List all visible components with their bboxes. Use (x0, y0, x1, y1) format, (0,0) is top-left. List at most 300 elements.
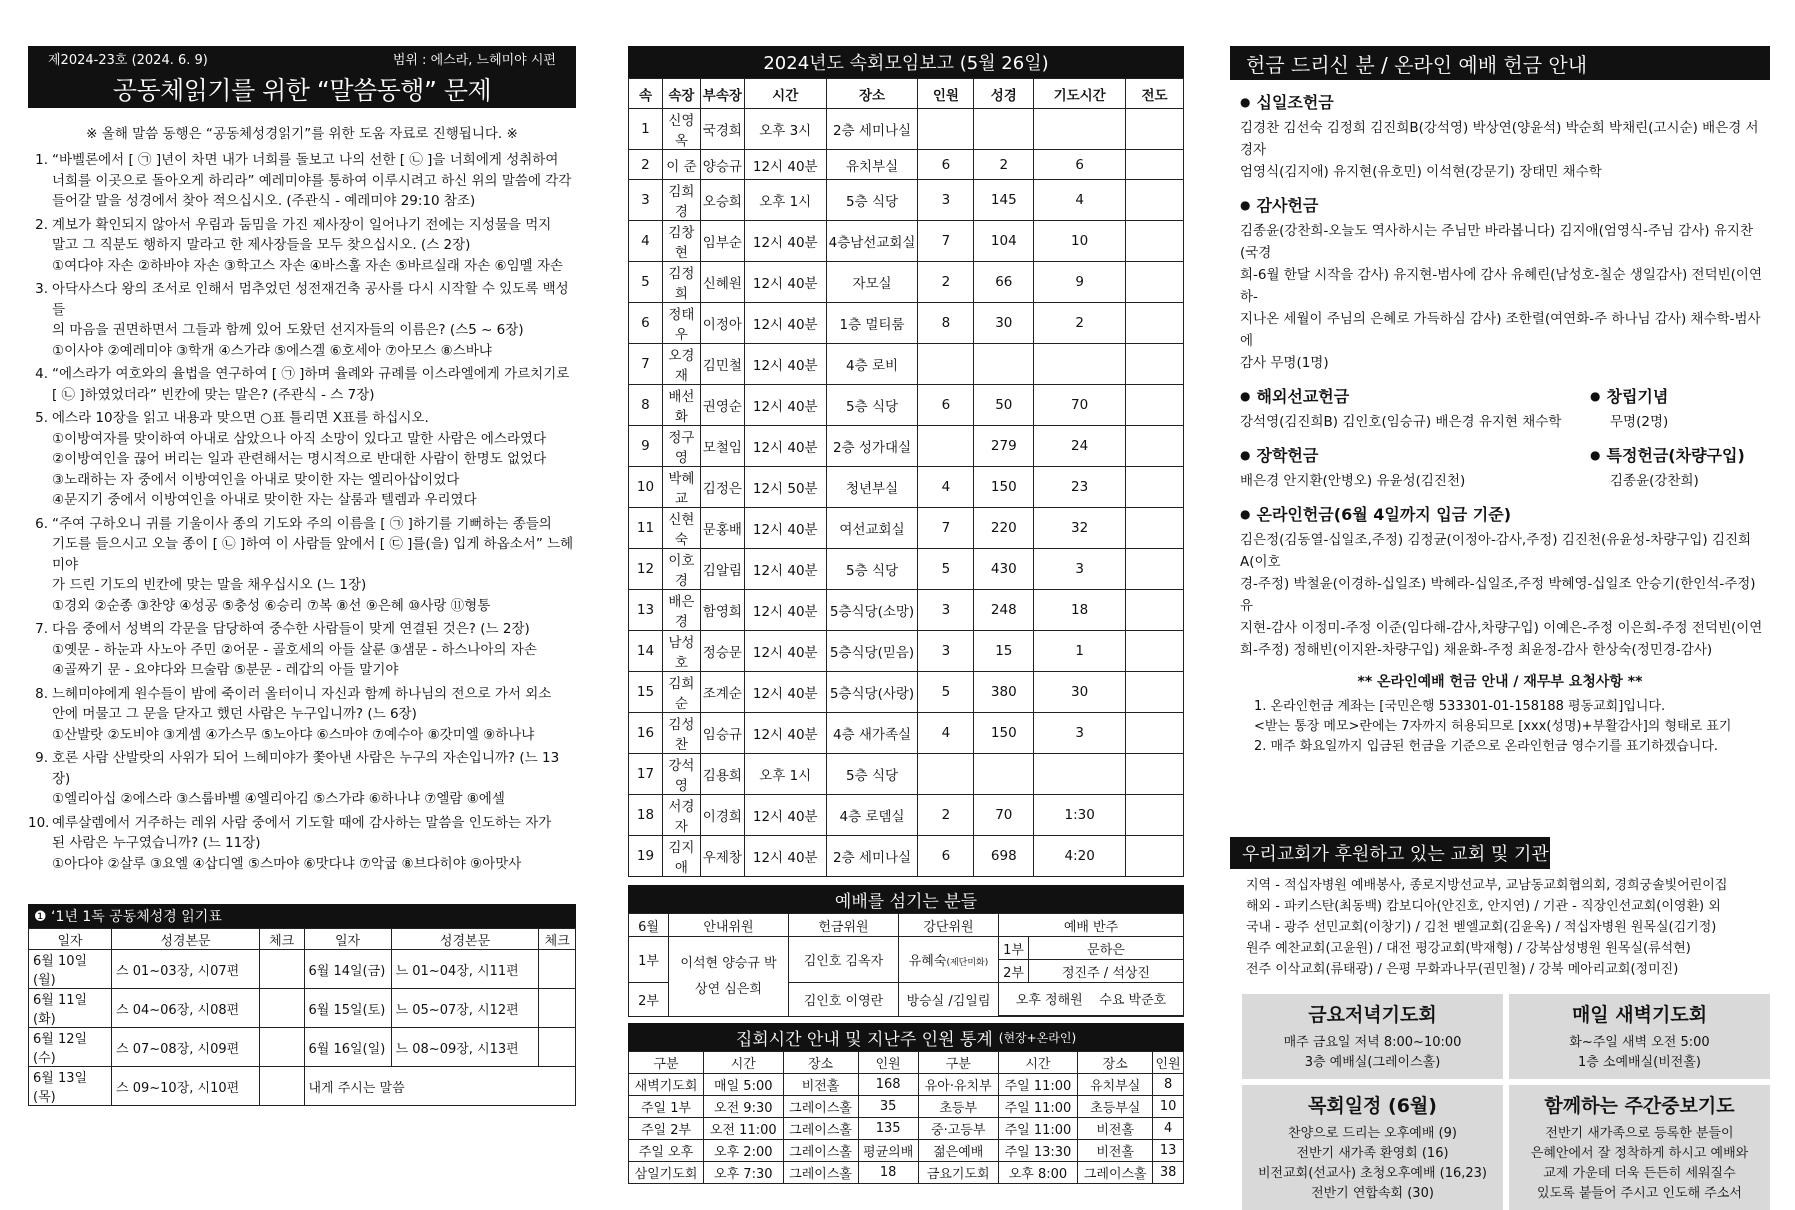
info-box-title: 금요저녁기도회 (1308, 1004, 1437, 1026)
ws-guide-h: 안내위원 (669, 914, 789, 937)
reading-cell: 6월 15일(토) (304, 989, 391, 1028)
cell-report-cell: 12시 40분 (744, 150, 826, 180)
question-line: ①경외 ②순종 ③찬양 ④성공 ⑤충성 ⑥승리 ⑦복 ⑧선 ⑨은혜 ⑩사랑 ⑪형통 (52, 597, 491, 614)
stats-cell: 주일 11:00 (998, 1074, 1078, 1096)
cell-report-cell: 5층 식당 (826, 549, 918, 590)
stats-cell: 비전홀 (1078, 1140, 1153, 1162)
cell-report-row (629, 344, 1184, 385)
cell-report-cell: 신영옥 (662, 109, 700, 150)
cell-report-cell: 유치부실 (826, 150, 918, 180)
reading-cell: 6월 16일(일) (304, 1028, 391, 1067)
cell-report-cell: 5층 식당 (826, 180, 918, 221)
reading-header: 일자 (29, 929, 112, 950)
question-body (52, 619, 576, 681)
cell-report-cell: 6 (918, 385, 974, 426)
stats-cell: 그레이스홀 (783, 1118, 858, 1140)
cell-report-cell: 104 (974, 221, 1034, 262)
cell-report-cell: 2 (629, 150, 663, 180)
cell-report-cell: 17 (629, 754, 663, 795)
cell-report-cell: 정승문 (700, 631, 744, 672)
cell-report-cell: 23 (1034, 467, 1126, 508)
support-line: 해외 - 파키스탄(최동백) 캄보디아(안진호, 안지연) / 기관 - 직장인선교회(이영환) 외 (1246, 899, 1721, 914)
support-title: 우리교회가 후원하고 있는 교회 및 기관 (1230, 837, 1550, 869)
question-line: 된 사람은 누구였습니까? (느 11장) (52, 835, 261, 851)
reading-header: 성경본문 (391, 929, 539, 950)
stats-header: 시간 (998, 1052, 1078, 1074)
stats-cell: 10 (1153, 1096, 1184, 1118)
bullet-icon: ● (1590, 447, 1601, 462)
cell-report-cell: 9 (629, 426, 663, 467)
stats-cell: 35 (858, 1096, 918, 1118)
question-number: 6. (35, 515, 48, 532)
cell-report-cell: 5층 식당 (826, 385, 918, 426)
stats-cell: 13 (1153, 1140, 1184, 1162)
cell-report-cell: 배은경 (662, 590, 700, 631)
scholar-list: 배은경 안지환(안병오) 유윤성(김진천) (1240, 473, 1466, 489)
ws-altar2: 방승실 /김일림 (899, 983, 999, 1017)
cell-report-row (629, 672, 1184, 713)
stats-cell: 그레이스홀 (1078, 1162, 1153, 1184)
cell-report-cell (1126, 221, 1184, 262)
info-box (1509, 1085, 1770, 1210)
online-info-heading: ** 온라인예배 헌금 안내 / 재무부 요청사항 ** (1357, 674, 1643, 690)
cell-report-cell (1126, 590, 1184, 631)
cell-report-cell: 4층 새가족실 (826, 713, 918, 754)
cell-report-cell (1126, 344, 1184, 385)
question-body (52, 279, 576, 361)
cell-report-cell: 32 (1034, 508, 1126, 549)
cell-report-row (629, 795, 1184, 836)
cell-report-cell: 김희순 (662, 672, 700, 713)
stats-header: 구분 (918, 1052, 998, 1074)
cell-report-column (628, 46, 1184, 1184)
cell-report-row (629, 262, 1184, 303)
cell-report-cell (1126, 109, 1184, 150)
question-line: [ ㉡ ]하였었더라” 빈칸에 맞는 말은? (주관식 - 스 7장) (52, 386, 375, 403)
reading-row (29, 989, 576, 1028)
stats-cell: 오전 11:00 (703, 1118, 783, 1140)
ws-month: 6월 (629, 914, 669, 937)
stats-row (629, 1074, 1184, 1096)
question-line: 들어갈 말을 성경에서 찾아 적으십시오. (주관식 - 예레미야 29:10 참조) (52, 193, 476, 209)
cell-report-cell (1126, 303, 1184, 344)
bullet-icon: ● (1240, 197, 1251, 212)
question-line: 에스라 10장을 읽고 내용과 맞으면 ○표 틀리면 X표를 하십시오. (52, 410, 429, 426)
cell-report-cell: 강석영 (662, 754, 700, 795)
cell-report-cell: 220 (974, 508, 1034, 549)
reading-cell: 6월 13일(목) (29, 1067, 112, 1106)
cell-report-cell: 2층 세미나실 (826, 836, 918, 877)
cell-report-cell (1126, 631, 1184, 672)
stats-cell: 주일 1부 (629, 1096, 704, 1118)
reading-plan-table (28, 928, 576, 1106)
stats-cell: 유아·유치부 (918, 1074, 998, 1096)
cell-report-cell: 3 (918, 631, 974, 672)
cell-report-cell: 15 (974, 631, 1034, 672)
reading-cell: 스 04~06장, 시08편 (112, 989, 260, 1028)
bible-quiz-column (28, 46, 576, 1106)
thanks-line: 감사 무명(1명) (1240, 355, 1329, 371)
cell-report-cell: 16 (629, 713, 663, 754)
cell-report-cell: 모철임 (700, 426, 744, 467)
cell-report-cell: 오후 1시 (744, 180, 826, 221)
stats-cell: 168 (858, 1074, 918, 1096)
cell-report-cell: 8 (918, 303, 974, 344)
reading-cell: 6월 11일(화) (29, 989, 112, 1028)
reading-cell: 6월 10일(월) (29, 950, 112, 989)
cell-report-cell: 양승규 (700, 150, 744, 180)
cell-report-cell: 70 (974, 795, 1034, 836)
cell-report-row (629, 508, 1184, 549)
info-box-line: 찬양으로 드리는 오후예배 (9) (1288, 1126, 1457, 1141)
reading-cell (539, 950, 576, 989)
cell-report-row (629, 385, 1184, 426)
question-item (28, 215, 576, 277)
info-box-line: 화~주일 새벽 오전 5:00 (1569, 1035, 1710, 1050)
cell-report-cell: 3 (1034, 713, 1126, 754)
question-number: 7. (35, 621, 48, 637)
cell-report-header: 시간 (744, 79, 826, 109)
cell-report-cell: 김민철 (700, 344, 744, 385)
cell-report-cell: 2 (918, 262, 974, 303)
cell-report-cell: 2층 세미나실 (826, 109, 918, 150)
reading-row (29, 1067, 576, 1106)
tithe-list (1230, 117, 1770, 183)
cell-report-cell: 박혜교 (662, 467, 700, 508)
stats-cell: 그레이스홀 (783, 1162, 858, 1184)
cell-report-cell: 15 (629, 672, 663, 713)
cell-report-cell: 430 (974, 549, 1034, 590)
tithe-line: 김경찬 김선숙 김정희 김진희B(강석영) 박상연(양윤석) 박순희 박채린(고시순) 배은경 서경자 (1240, 120, 1759, 158)
cell-report-cell (1126, 150, 1184, 180)
cell-report-cell: 임부순 (700, 221, 744, 262)
cell-report-cell: 김지애 (662, 836, 700, 877)
reading-cell: 스 01~03장, 시07편 (112, 950, 260, 989)
online-info (1230, 697, 1770, 757)
cell-report-cell: 12시 40분 (744, 262, 826, 303)
info-box-title: 매일 새벽기도회 (1571, 1004, 1708, 1026)
cell-report-cell: 19 (629, 836, 663, 877)
question-line: 아닥사스다 왕의 조서로 인해서 멈추었던 성전재건축 공사를 다시 시작할 수 있도록 백성들 (52, 281, 569, 318)
cell-report-cell: 김용희 (700, 754, 744, 795)
cell-report-cell: 4 (918, 713, 974, 754)
info-box-line: 비전교회(선교사) 초청오후예배 (16,23) (1257, 1166, 1488, 1181)
ws-am: 오후 정해원 수요 박준호 (999, 983, 1184, 1016)
cell-report-cell: 380 (974, 672, 1034, 713)
cell-report-cell: 18 (629, 795, 663, 836)
reading-header: 성경본문 (112, 929, 260, 950)
reading-cell (259, 1028, 304, 1067)
stats-cell: 4 (1153, 1118, 1184, 1140)
reading-cell: 스 07~08장, 시09편 (112, 1028, 260, 1067)
info-box-title: 함께하는 주간중보기도 (1544, 1095, 1735, 1117)
reading-cell (259, 950, 304, 989)
cell-report-cell: 6 (629, 303, 663, 344)
cell-report-cell: 정태우 (662, 303, 700, 344)
stats-cell: 초등부 (918, 1096, 998, 1118)
reading-cell (539, 1028, 576, 1067)
stats-cell: 38 (1153, 1162, 1184, 1184)
stats-row (629, 1118, 1184, 1140)
cell-report-cell: 오후 1시 (744, 754, 826, 795)
cell-report-cell (1126, 508, 1184, 549)
reading-cell: 6월 12일(수) (29, 1028, 112, 1067)
question-line: ①아다야 ②살루 ③요엘 ④삽디엘 ⑤스마야 ⑥맛다냐 ⑦악굽 ⑧브다히야 ⑨아맛사 (52, 855, 522, 872)
cell-report-row (629, 631, 1184, 672)
cell-report-cell: 150 (974, 713, 1034, 754)
cell-report-cell: 1 (1034, 631, 1126, 672)
reading-memo: 내게 주시는 말씀 (304, 1067, 576, 1106)
cell-report-cell: 10 (629, 467, 663, 508)
cell-report-cell: 국경희 (700, 109, 744, 150)
special-list: 김종윤(강찬희) (1610, 473, 1699, 489)
reading-cell: 느 01~04장, 시11편 (391, 950, 539, 989)
cell-report-cell: 5 (918, 549, 974, 590)
cell-report-cell (1126, 754, 1184, 795)
cell-report-cell: 정구영 (662, 426, 700, 467)
reading-cell: 느 08~09장, 시13편 (391, 1028, 539, 1067)
cell-report-cell: 이호경 (662, 549, 700, 590)
cell-report-cell: 김희경 (662, 180, 700, 221)
question-number: 2. (35, 216, 48, 233)
cell-report-cell: 청년부실 (826, 467, 918, 508)
cell-report-cell: 오승희 (700, 180, 744, 221)
question-item (28, 813, 576, 875)
online-line: 희-주정) 정해빈(이지완-차량구입) 채윤화-주정 최윤정-감사 한상숙(정민경-감사) (1240, 642, 1713, 658)
info-box (1242, 994, 1503, 1079)
cell-report-cell (1126, 836, 1184, 877)
cell-report-cell: 9 (1034, 262, 1126, 303)
cell-report-cell: 서경자 (662, 795, 700, 836)
question-body (52, 514, 576, 617)
reading-cell: 6월 14일(금) (304, 950, 391, 989)
cell-report-cell: 오경재 (662, 344, 700, 385)
stats-cell: 매일 5:00 (703, 1074, 783, 1096)
cell-report-cell: 2 (1034, 303, 1126, 344)
cell-report-header: 기도시간 (1034, 79, 1126, 109)
mission-list: 강석영(김진희B) 김인호(임승규) 배은경 유지현 채수학 (1240, 414, 1562, 430)
mission-heading: ● 해외선교헌금 (1240, 387, 1350, 406)
reading-cell: 스 09~10장, 시10편 (112, 1067, 260, 1106)
cell-report-header: 장소 (826, 79, 918, 109)
ws-r2: 2부 (629, 983, 669, 1017)
info-box-line: 전반기 연합속회 (30) (1311, 1186, 1434, 1201)
question-body (52, 364, 576, 405)
cell-report-cell: 함영희 (700, 590, 744, 631)
cell-report-cell: 문홍배 (700, 508, 744, 549)
stats-cell: 삼일기도회 (629, 1162, 704, 1184)
cell-report-cell (918, 344, 974, 385)
question-line: ④문지기 중에서 이방여인을 아내로 맞이한 자는 살룸과 텔렘과 우리였다 (52, 492, 477, 508)
cell-report-row (629, 549, 1184, 590)
cell-report-cell (974, 109, 1034, 150)
thanks-line: 희-6월 한달 시작을 감사) 유지현-범사에 감사 유혜린(남성호-칠순 생일감사) 전덕빈(이연하- (1240, 267, 1762, 305)
cell-report-cell: 신혜원 (700, 262, 744, 303)
cell-report-cell (1126, 795, 1184, 836)
cell-report-cell: 김알림 (700, 549, 744, 590)
cell-report-cell (918, 754, 974, 795)
reading-row (29, 950, 576, 989)
question-line: ①엘리아십 ②에스라 ③스룹바벨 ④엘리아김 ⑤스가랴 ⑥하나냐 ⑦엘람 ⑧에셀 (52, 791, 505, 807)
cell-report-cell: 30 (1034, 672, 1126, 713)
cell-report-cell: 145 (974, 180, 1034, 221)
ws-acc1-l: 1부 (999, 937, 1029, 960)
cell-report-header: 속장 (662, 79, 700, 109)
cell-report-cell: 2 (974, 150, 1034, 180)
cell-report-cell: 6 (1034, 150, 1126, 180)
cell-report-header: 인원 (918, 79, 974, 109)
cell-report-cell: 이정아 (700, 303, 744, 344)
cell-report-cell: 5층식당(소망) (826, 590, 918, 631)
stats-header: 장소 (783, 1052, 858, 1074)
cell-report-cell (1034, 754, 1126, 795)
cell-report-cell: 248 (974, 590, 1034, 631)
thanks-line: 김종윤(강찬희-오늘도 역사하시는 주님만 바라봅니다) 김지애(엄영식-주님 감사) 유지찬(국경 (1240, 223, 1753, 261)
question-body (52, 813, 576, 875)
cell-report-header: 성경 (974, 79, 1034, 109)
info-box-line: 3층 예배실(그레이스홀) (1304, 1055, 1441, 1070)
thanks-heading: ● 감사헌금 (1240, 196, 1319, 215)
cell-report-cell (974, 754, 1034, 795)
question-number: 4. (35, 366, 48, 382)
cell-report-cell: 1 (629, 109, 663, 150)
cell-report-row (629, 754, 1184, 795)
question-line: 의 마음을 권면하면서 그들과 함께 있어 도왔던 선지자들의 이름은? (스5 ~ 6장) (52, 322, 524, 338)
online-line: 지현-감사 이정미-주정 이준(임다해-감사,차량구입) 이예은-주정 이은희-주정 전덕빈(이연 (1240, 620, 1763, 636)
stats-cell: 135 (858, 1118, 918, 1140)
reading-cell (259, 1067, 304, 1106)
cell-report-cell: 3 (629, 180, 663, 221)
stats-cell: 주일 오후 (629, 1140, 704, 1162)
cell-report-cell: 12 (629, 549, 663, 590)
question-line: 기도를 들으시고 오늘 종이 [ ㉡ ]하여 이 사람들 앞에서 [ ㉢ ]를(을) 입게 하옵소서” 느헤미야 (52, 536, 574, 573)
question-number: 5. (35, 410, 48, 426)
question-line: “바벨론에서 [ ㉠ ]년이 차면 내가 너희를 돌보고 나의 선한 [ ㉡ ]을 너희에게 성취하여 (52, 152, 559, 168)
stats-cell: 그레이스홀 (783, 1096, 858, 1118)
ws-acc2-l: 2부 (999, 960, 1029, 983)
cell-report-cell: 12시 40분 (744, 631, 826, 672)
cell-report-cell: 남성호 (662, 631, 700, 672)
question-body (52, 408, 576, 511)
question-line: ④골짜기 문 - 요야다와 므술람 ⑤분문 - 레갑의 아들 말기야 (52, 662, 399, 678)
stats-cell: 금요기도회 (918, 1162, 998, 1184)
question-line: ①이사야 ②예레미야 ③학개 ④스가랴 ⑤에스겔 ⑥호세아 ⑦아모스 ⑧스바냐 (52, 342, 492, 359)
ws-acc2-v: 정진주 / 석상진 (1029, 960, 1184, 983)
question-line: ②이방여인을 끊어 버리는 일과 관련해서는 명시적으로 반대한 사람이 한명도 없었다 (52, 451, 547, 467)
cell-report-header: 부속장 (700, 79, 744, 109)
support-list (1230, 875, 1770, 980)
tithe-line: 엄영식(김지애) 유지현(유호민) 이석현(강문기) 장태민 채수학 (1240, 164, 1602, 180)
cell-report-cell: 150 (974, 467, 1034, 508)
question-number: 9. (35, 750, 48, 766)
cell-report-cell: 30 (974, 303, 1034, 344)
cell-report-cell: 7 (629, 344, 663, 385)
info-box-line: 전반기 새가족 환영회 (16) (1296, 1146, 1449, 1161)
question-line: ③노래하는 자 중에서 이방여인을 아내로 맞이한 자는 엘리아삽이었다 (52, 471, 460, 488)
cell-report-cell: 4층 로뎀실 (826, 795, 918, 836)
cell-report-cell: 4 (629, 221, 663, 262)
cell-report-cell (974, 344, 1034, 385)
question-line: 다음 중에서 성벽의 각문을 담당하여 중수한 사람들이 맞게 연결된 것은? (느 2장) (52, 621, 530, 637)
question-item (28, 279, 576, 361)
cell-report-cell: 5 (918, 672, 974, 713)
online_info-line: 1. 온라인헌금 계좌는 [국민은행 533301-01-158188 평동교회]입니다. (1254, 699, 1666, 714)
support-line: 지역 - 적십자병원 예배봉사, 종로지방선교부, 교남동교회협의회, 경희궁솔빛어린이집 (1246, 878, 1728, 893)
cell-report-cell: 이경희 (700, 795, 744, 836)
stats-cell: 18 (858, 1162, 918, 1184)
reading-cell: 느 05~07장, 시12편 (391, 989, 539, 1028)
cell-report-cell: 8 (629, 385, 663, 426)
cell-report-cell: 1:30 (1034, 795, 1126, 836)
question-item (28, 150, 576, 212)
cell-report-cell: 7 (918, 508, 974, 549)
cell-report-cell: 7 (918, 221, 974, 262)
question-item (28, 684, 576, 746)
cell-report-cell: 우제창 (700, 836, 744, 877)
question-line: 너희를 이곳으로 돌아오게 하리라” 예레미야를 통하여 이루시려고 하신 위의 말씀에 각각 (52, 172, 572, 189)
question-body (52, 215, 576, 277)
cell-report-row (629, 180, 1184, 221)
cell-report-cell (918, 109, 974, 150)
cell-report-cell: 4 (918, 467, 974, 508)
cell-report-row (629, 221, 1184, 262)
bullet-icon: ● (1240, 388, 1251, 403)
question-number: 8. (35, 685, 48, 702)
cell-report-cell: 12시 40분 (744, 344, 826, 385)
cell-report-row (629, 150, 1184, 180)
cell-report-cell: 오후 3시 (744, 109, 826, 150)
question-line: “주여 구하오니 귀를 기울이사 종의 기도와 주의 이름을 [ ㉠ ]하기를 기뻐하는 종들의 (52, 515, 552, 532)
cell-report-cell (1126, 385, 1184, 426)
cell-report-cell: 4층 로비 (826, 344, 918, 385)
bullet-icon: ● (1590, 388, 1601, 403)
stats-cell: 8 (1153, 1074, 1184, 1096)
cell-report-header: 속 (629, 79, 663, 109)
reading-header: 체크 (539, 929, 576, 950)
info-boxes (1242, 994, 1770, 1210)
question-line: 계보가 확인되지 않아서 우림과 둠밈을 가진 제사장이 일어나기 전에는 지성물을 먹지 (52, 216, 552, 233)
tithe-heading: ● 십일조헌금 (1240, 93, 1334, 112)
stats-title: 집회시간 안내 및 지난주 인원 통계 (현장+온라인) (628, 1023, 1184, 1051)
cell-report-cell: 12시 40분 (744, 590, 826, 631)
online-line: 김은정(김동열-십일조,주정) 김정균(이정아-감사,주정) 김진천(유윤성-차량구입) 김진희A(이호 (1240, 532, 1752, 570)
cell-report-row (629, 713, 1184, 754)
cell-report-cell (1126, 467, 1184, 508)
cell-report-cell: 5층식당(사랑) (826, 672, 918, 713)
cell-report-row (629, 836, 1184, 877)
cell-report-cell (1126, 672, 1184, 713)
cell-report-cell: 6 (918, 836, 974, 877)
question-line: ①산발랏 ②도비야 ③게셈 ④가스무 ⑤노아댜 ⑥스마야 ⑦예수아 ⑧갓미엘 ⑨하나냐 (52, 726, 535, 743)
founding-heading: ● 창립기념 (1590, 387, 1669, 406)
stats-cell: 비전홀 (783, 1074, 858, 1096)
issue-header (28, 46, 576, 70)
stats-cell: 오후 2:00 (703, 1140, 783, 1162)
cell-report-cell: 3 (918, 590, 974, 631)
bullet-icon: ● (1240, 506, 1251, 521)
issue-number: 제2024-23호 (2024. 6. 9) (48, 52, 208, 68)
cell-report-cell: 김성찬 (662, 713, 700, 754)
cell-report-cell: 김창현 (662, 221, 700, 262)
support-line: 원주 예찬교회(고윤원) / 대전 평강교회(박재형) / 강북삼성병원 원목실(류석현) (1246, 941, 1691, 956)
stats-cell: 주일 13:30 (998, 1140, 1078, 1162)
stats-header: 인원 (1153, 1052, 1184, 1074)
bullet-icon: ● (1240, 94, 1251, 109)
stats-cell: 그레이스홀 (783, 1140, 858, 1162)
reading-header: 체크 (259, 929, 304, 950)
info-box (1242, 1085, 1503, 1210)
cell-report-cell: 12시 40분 (744, 713, 826, 754)
